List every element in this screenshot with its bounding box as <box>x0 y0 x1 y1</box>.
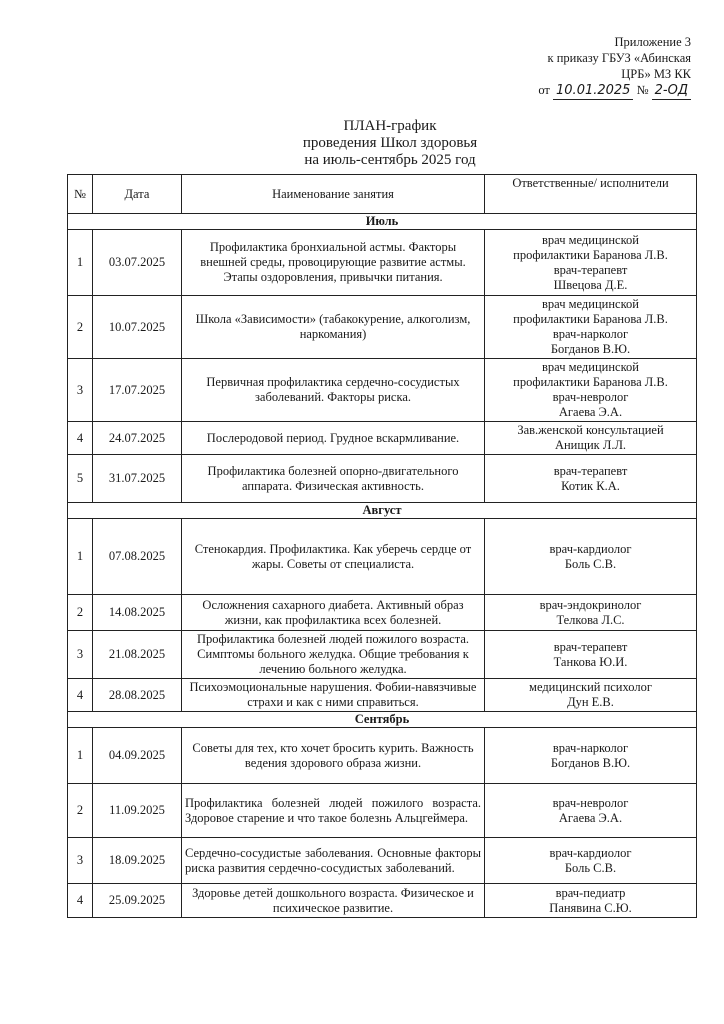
row-number: 2 <box>68 595 93 631</box>
responsible-line: врач медицинской <box>542 232 639 247</box>
row-responsible <box>485 359 697 422</box>
responsible-line: врач-терапевт <box>553 463 628 478</box>
title-line-1: ПЛАН-график <box>343 118 437 134</box>
month-label: Сентябрь <box>68 712 697 728</box>
row-responsible <box>485 884 697 918</box>
from-label: от <box>538 83 550 97</box>
row-topic: Стенокардия. Профилактика. Как уберечь сердце от жары. Советы от специалиста. <box>182 519 485 595</box>
table-row <box>68 455 697 503</box>
row-topic: Школа «Зависимости» (табакокурение, алкоголизм, наркомания) <box>182 296 485 359</box>
row-date: 18.09.2025 <box>93 838 182 884</box>
document-title <box>200 118 580 169</box>
responsible-line: Боль С.В. <box>564 556 617 571</box>
responsible-line: Котик К.А. <box>561 478 620 493</box>
responsible-line: врач-терапевт <box>553 262 628 277</box>
table-row <box>68 230 697 296</box>
annex-line-1: Приложение 3 <box>614 35 691 49</box>
table-row <box>68 631 697 679</box>
schedule-table <box>67 174 697 918</box>
row-number: 1 <box>68 230 93 296</box>
row-responsible <box>485 455 697 503</box>
row-date: 07.08.2025 <box>93 519 182 595</box>
row-responsible <box>485 422 697 455</box>
row-topic: Здоровье детей дошкольного возраста. Физическое и психическое развитие. <box>182 884 485 918</box>
row-date: 24.07.2025 <box>93 422 182 455</box>
row-number: 2 <box>68 296 93 359</box>
responsible-line: врач-кардиолог <box>549 541 632 556</box>
table-header-row <box>68 175 697 214</box>
responsible-line: врач-педиатр <box>555 885 626 900</box>
row-topic: Первичная профилактика сердечно-сосудистых заболеваний. Факторы риска. <box>182 359 485 422</box>
responsible-line: врач-невролог <box>552 390 629 404</box>
responsible-line: профилактики Баранова Л.В. <box>513 375 668 389</box>
responsible-line: Агаева Э.А. <box>558 405 623 419</box>
row-number: 3 <box>68 359 93 422</box>
row-date: 14.08.2025 <box>93 595 182 631</box>
responsible-line: врач-терапевт <box>553 639 628 654</box>
row-responsible <box>485 631 697 679</box>
row-topic: Профилактика болезней людей пожилого возраста. Симптомы больного желудка. Общие требования к лечению больного желудка. <box>182 631 485 679</box>
responsible-line: Анищик Л.Л. <box>554 438 627 452</box>
row-responsible <box>485 595 697 631</box>
row-date: 31.07.2025 <box>93 455 182 503</box>
table-body <box>68 214 697 918</box>
row-number: 4 <box>68 422 93 455</box>
table-row <box>68 422 697 455</box>
row-topic: Профилактика болезней людей пожилого возраста. Здоровое старение и что такое болезнь Альцгеймера. <box>182 784 485 838</box>
responsible-line: медицинский психолог <box>529 680 652 694</box>
title-line-2: проведения Школ здоровья <box>302 135 478 151</box>
header-responsible: Ответственные/ исполнители <box>485 175 697 214</box>
responsible-line: Богданов В.Ю. <box>550 342 631 356</box>
row-responsible <box>485 519 697 595</box>
responsible-line: врач медицинской <box>542 360 639 374</box>
responsible-line: Богданов В.Ю. <box>550 755 631 770</box>
header-num: № <box>68 175 93 214</box>
month-row <box>68 214 697 230</box>
responsible-line: Агаева Э.А. <box>558 810 623 825</box>
row-date: 03.07.2025 <box>93 230 182 296</box>
row-number: 1 <box>68 519 93 595</box>
row-responsible <box>485 679 697 712</box>
responsible-line: врач-невролог <box>552 795 629 810</box>
table-row <box>68 595 697 631</box>
responsible-line: врач-эндокринолог <box>539 597 642 612</box>
handwritten-number: 2-ОД <box>652 83 691 100</box>
table-row <box>68 784 697 838</box>
responsible-line: Зав.женской консультацией <box>517 423 664 437</box>
row-number: 3 <box>68 631 93 679</box>
row-date: 21.08.2025 <box>93 631 182 679</box>
row-topic: Осложнения сахарного диабета. Активный образ жизни, как профилактика всех болезней. <box>182 595 485 631</box>
row-date: 11.09.2025 <box>93 784 182 838</box>
table-row <box>68 679 697 712</box>
row-topic: Послеродовой период. Грудное вскармливание. <box>182 422 485 455</box>
annex-order-line <box>538 82 691 100</box>
row-date: 28.08.2025 <box>93 679 182 712</box>
responsible-line: Швецова Д.Е. <box>553 277 628 292</box>
annex-line-2: к приказу ГБУЗ «Абинская <box>547 51 691 65</box>
row-date: 10.07.2025 <box>93 296 182 359</box>
month-row <box>68 712 697 728</box>
row-number: 4 <box>68 884 93 918</box>
month-row <box>68 503 697 519</box>
responsible-line: Телкова Л.С. <box>556 612 625 627</box>
responsible-line: профилактики Баранова Л.В. <box>513 247 668 262</box>
row-responsible <box>485 838 697 884</box>
row-date: 04.09.2025 <box>93 728 182 784</box>
annex-line-3: ЦРБ» МЗ КК <box>621 67 691 81</box>
month-label: Август <box>68 503 697 519</box>
responsible-line: Дун Е.В. <box>567 695 614 709</box>
title-line-3: на июль-сентябрь 2025 год <box>304 152 476 168</box>
table-row <box>68 884 697 918</box>
row-date: 17.07.2025 <box>93 359 182 422</box>
header-name: Наименование занятия <box>182 175 485 214</box>
row-topic: Профилактика болезней опорно-двигательного аппарата. Физическая активность. <box>182 455 485 503</box>
row-topic: Сердечно-сосудистые заболевания. Основные факторы риска развития сердечно-сосудистых заболеваний. <box>182 838 485 884</box>
responsible-line: врач-нарколог <box>552 740 629 755</box>
table-row <box>68 728 697 784</box>
row-number: 4 <box>68 679 93 712</box>
responsible-line: Боль С.В. <box>564 860 617 875</box>
responsible-line: врач-нарколог <box>552 327 629 341</box>
responsible-line: Танкова Ю.И. <box>553 654 628 669</box>
handwritten-date: 10.01.2025 <box>553 83 633 100</box>
row-number: 5 <box>68 455 93 503</box>
table-row <box>68 296 697 359</box>
row-responsible <box>485 230 697 296</box>
row-responsible <box>485 296 697 359</box>
table-row <box>68 359 697 422</box>
row-number: 1 <box>68 728 93 784</box>
header-date: Дата <box>93 175 182 214</box>
row-number: 3 <box>68 838 93 884</box>
row-number: 2 <box>68 784 93 838</box>
row-responsible <box>485 728 697 784</box>
row-date: 25.09.2025 <box>93 884 182 918</box>
row-topic: Психоэмоциональные нарушения. Фобии-навязчивые страхи и как с ними справиться. <box>182 679 485 712</box>
responsible-line: профилактики Баранова Л.В. <box>513 312 668 326</box>
table-row <box>68 519 697 595</box>
row-topic: Профилактика бронхиальной астмы. Факторы внешней среды, провоцирующие развитие астмы. Этапы оздоровления, привычки питания. <box>182 230 485 296</box>
responsible-line: Панявина С.Ю. <box>549 900 632 915</box>
table-row <box>68 838 697 884</box>
responsible-line: врач-кардиолог <box>549 845 632 860</box>
responsible-line: врач медицинской <box>542 297 639 311</box>
row-responsible <box>485 784 697 838</box>
row-topic: Советы для тех, кто хочет бросить курить. Важность ведения здорового образа жизни. <box>182 728 485 784</box>
annex-header <box>538 34 691 100</box>
month-label: Июль <box>68 214 697 230</box>
number-label: № <box>636 83 649 97</box>
